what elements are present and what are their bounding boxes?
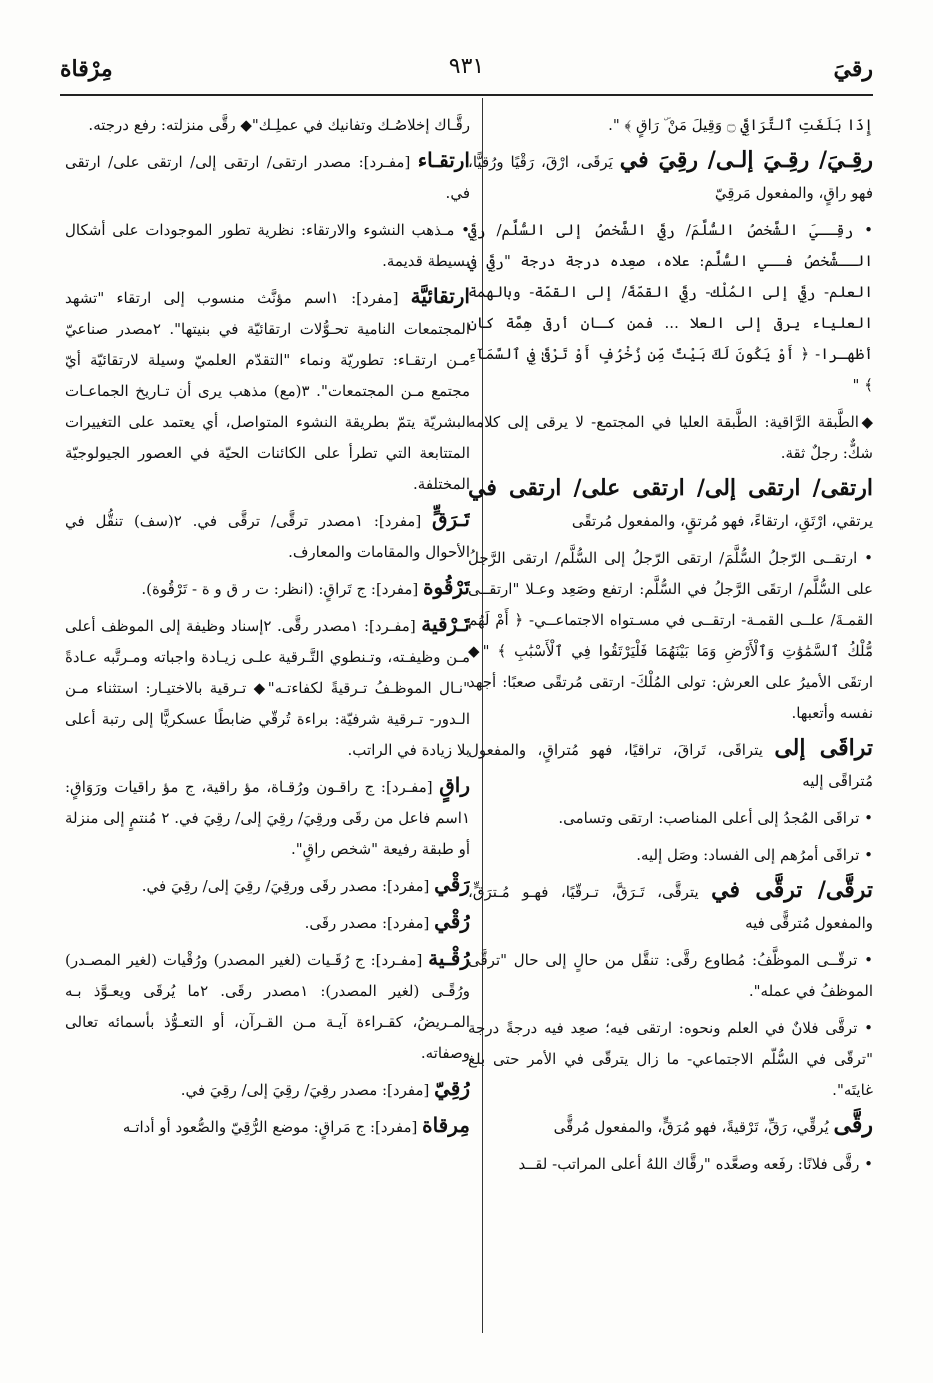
entry: ◆الطَّبقة الرَّاقية: الطَّبقة العليا في المجتمع- لا يرقى إلى كلامه شكٌّ: رجلٌ ثقة.	[468, 413, 873, 462]
entry-headword: راقٍ	[439, 773, 470, 797]
entry: تَرْقُوة [مفرد]: ج تَراقٍ: (انظر: ت ر ق و ة - تَرْقُوة).	[141, 575, 470, 599]
entry-headword: رُقِيّ	[434, 1076, 470, 1100]
entry-headword: تراقَى إلى	[774, 735, 873, 761]
entry-headword: رَقْي	[434, 872, 470, 896]
entry: رُقْـية [مفـرد]: ج رُقَـيات (لغير المصدر) ورُقْيات (لغير المصـدر) ورُقًـى (لغير المصدر): ١مصدر رقَى. ٢ما يُرقَى ويعـوَّذ بـه المـريضُ، كقـراءة آيـة مـن القـرآن، أو التعـوُّذ بأسمائه تعالى وصفاته.	[65, 946, 470, 1062]
header-rule	[60, 94, 873, 96]
entry: رقَّى يُرقِّي، رَقِّ، تَرْقيةً، فهو مُرَقٍّ، والمفعول مُرقًّى	[553, 1112, 873, 1138]
entry-headword: ارتقـاء	[417, 148, 470, 172]
entry-headword: ارتقائيَّة	[410, 284, 470, 308]
entry: • ترقّــى الموظَّفُ: مُطاوع رقَّى: تنقَّل من حالٍ إلى حال "ترقَّى الموظفُ في عمله".	[468, 951, 873, 1000]
entry: مِرقاة [مفرد]: ج مَراقٍ: موضع الرُّقِيّ والصُّعود أو أداتـه	[122, 1113, 470, 1137]
right-column	[468, 108, 873, 1343]
entry: رقِـيَ/ رقِـيَ إلـى/ رقِيَ في يَرقَى، ارْقَ، رَقْيًا ورُقيًّا، فهو راقٍ، والمفعول مَرقِيّ	[468, 147, 873, 202]
entry: ارتقائيَّة [مفرد]: ١اسم مؤنَّث منسوب إلى ارتقاء "تشهد المجتمعات النامية تحـوُّلات ارتقائيّة في بنيتها". ٢مصدر صناعيّ مـن ارتقـاء: تطوريّة ونماء "التقدّم العلميّ وسيلة لارتقائيّة أيّ مجتمع مـن المجتمعات". ٣(مع) مذهب يرى أن تـاريخ الجماعـات البشريّة يتمّ بطريقة النشوء المتواصل، أي يعتمد على التغييرات المتتابعة التي تطرأ على الكائنات الحيّة في العصور الجيولوجيّة المختلفة.	[65, 284, 470, 493]
entry-headword: رقَّى	[833, 1112, 873, 1138]
entry-headword: ترقَّى/ ترقَّى في	[711, 877, 873, 903]
entry: تراقَى إلى يتراقَى، تَراقَ، تراقيًا، فهو مُتراقٍ، والمفعول مُتراقًى إليه	[468, 735, 873, 790]
entry: • مـذهب النشوء والارتقاء: نظرية تطور الموجودات على أشكال بسيطة قديمة.	[65, 221, 470, 270]
entry-headword: ارتقى/ ارتقى إلى/ ارتقى على/ ارتقى في	[468, 475, 873, 501]
entry: • رقَّى فلانًا: رفَعه وصعَّده "رقَّاك اللهُ أعلى المراتب- لقــد	[518, 1155, 873, 1173]
entry: تَـرَقٍّ [مفرد]: ١مصدر ترقَّى/ ترقَّى في. ٢(سف) تنقُّل في الأحوال والمقامات والمعارف.	[65, 507, 470, 561]
entry: ارتقى/ ارتقى إلى/ ارتقى على/ ارتقى في يرتقي، ارْتَقِ، ارتقاءً، فهو مُرتقٍ، والمفعول مُرتقًى	[468, 475, 873, 530]
entry: رَقْي [مفرد]: مصدر رقَى ورقِيَ/ رقِيَ إلى/ رقِيَ في.	[141, 872, 470, 896]
entry: • تراقَى أمرُهم إلى الفساد: وصَل إليه.	[636, 846, 873, 864]
entry: • تراقَى المُجدُ إلى أعلى المناصب: ارتقى وتسامى.	[558, 809, 873, 827]
entry: راقٍ [مفـرد]: ج راقـون ورُقـاة، مؤ راقية، ج مؤ راقيات ورَوَاقٍ: ١اسم فاعل من رقَى ورقِيَ/ رقِيَ إلى/ رقِيَ في. ٢ مُنتمٍ إلى منزلة أو طبقة رفيعة "شخص راقٍ".	[65, 773, 470, 858]
entry-headword: تَـرْقية	[421, 612, 470, 636]
entry: ارتقـاء [مفـرد]: مصدر ارتقى/ ارتقى إلى/ ارتقى على/ ارتقى في.	[65, 148, 470, 202]
entry: • رقِــيَ الشَّخصُ السُّلَّمَ/ رقِيَ الشَّخصُ إلى السُّلَّم/ رقِيَ الــشَّخصُ فــي السُّلَّم: علاه، صعِده درجة درجة "رقِيَ في العلم- رقِيَ إلى المُلْك- رقِيَ القمّةَ/ إلى القمّة- وبالهمة العلياء يرقى إلى العلا ... فمن كـان أرقى هِمَّة كان أظهـرا- ﴿ أَوْ يَكُونَ لَكَ بَيْتٌ مِّن زُخْرُفٍ أَوْ تَرْقَىٰ فِي ٱلسَّمَآءِ ﴾ "	[468, 221, 873, 394]
page-header	[60, 50, 873, 86]
entry: رُقْي [مفرد]: مصدر رقَى.	[304, 909, 470, 933]
entry: تَـرْقية [مفـرد]: ١مصدر رقَّى. ٢إسناد وظيفة إلى الموظف أعلى مـن وظيفـته، وتـنطوي التَّـرقية علـى زيـادة واجباته ومـرتَّبه عـادةً "نـال الموظـفُ تـرقيةً لكفاءتـه"◆ تـرقية بالاختيـار: استثناء مـن الـدور- تـرقية شرفيّة: براءة تُرقّي ضابطًا عسكريًّا إلى رتبة أعلى بلا زيادة في الراتب.	[65, 612, 470, 759]
entry: رُقِيّ [مفرد]: مصدر رقِيَ/ رقِيَ إلى/ رقِيَ في.	[180, 1076, 470, 1100]
entry-headword: مِرقاة	[422, 1113, 470, 1137]
entry-headword: رُقْي	[434, 909, 470, 933]
header-keyword-right: رقيَ	[833, 56, 873, 82]
left-column	[65, 108, 470, 1343]
entry-headword: تَرْقُوة	[423, 575, 470, 599]
entry-headword: رُقْـية	[428, 946, 470, 970]
header-keyword-left: مِرْقاة	[60, 56, 113, 82]
entry: رقَّـاك إخلاصُـك وتفانيك في عملِـك"◆ رقَّى منزلته: رفع درجته.	[88, 116, 470, 134]
entry: إِذَا بَلَغَتِ ٱلتَّرَاقِيَ ۝ وَقِيلَ مَنْ ۜ رَاقٍ ﴾ ".	[608, 116, 873, 134]
entry-headword: تَـرَقٍّ	[432, 507, 470, 531]
entry: • ترقَّى فلانٌ في العلم ونحوه: ارتقى فيه؛ صعِد فيه درجةً درجة "ترقّى في السُّلّم الاجتماعي- ما زال يترقّى في الأمر حتى بلغ غايتَه".	[468, 1019, 873, 1099]
entry: • ارتقــى الرّجلُ السُّلَّمَ/ ارتقى الرّجلُ إلى السُّلَّم/ ارتقى الرَّجلُ على السُّلَّم/ ارتقَى الرَّجلُ في السُّلَّم: ارتفع وصَعِد وعـلا "ارتقــى القمـةَ/ علــى القمـة- ارتقــى في مسـتواه الاجتماعــي- ﴿ أَمْ لَهُم مُّلْكُ ٱلسَّمَٰوَٰتِ وَٱلْأَرْضِ وَمَا بَيْنَهُمَا فَلْيَرْتَقُوا فِي ٱلْأَسْبَٰبِ ﴾ "◆ ارتقَى الأميرُ على العرش: تولى المُلْكَ- ارتقى مُرتقًى صعبًا: أجهد نفسه وأتعبها.	[468, 549, 873, 722]
entry-headword: رقِـيَ/ رقِـيَ إلـى/ رقِيَ في	[619, 147, 873, 173]
page-number: ٩٣١	[448, 54, 485, 79]
entry: ترقَّى/ ترقَّى في يترقَّى، تَـرَقَّ، تـرقّيًا، فهـو مُـترَقٍّ، والمفعول مُترقًّى فيه	[468, 877, 873, 932]
